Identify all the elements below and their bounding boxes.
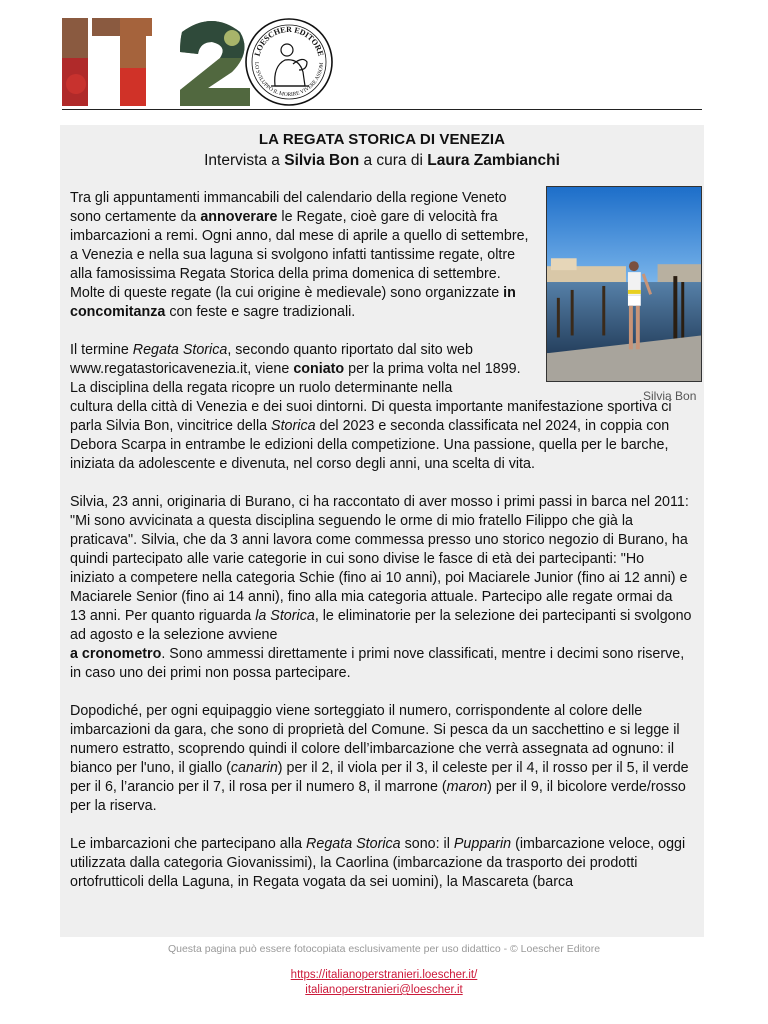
author-name: Laura Zambianchi — [427, 152, 560, 169]
copyright-note: Questa pagina può essere fotocopiata esclusivamente per uso didattico - © Loescher Editore — [167, 943, 601, 955]
article-box — [60, 125, 704, 937]
email-link[interactable]: italianoperstranieri@loescher.it — [305, 984, 463, 996]
seal-bottom-text: LO SVILUPPO IL MORIRE VIVERE ASSOM — [252, 61, 326, 99]
it2-logo — [62, 18, 252, 106]
paragraph-3: Silvia, 23 anni, originaria di Burano, ci ha raccontato di aver mosso i primi passi in barca nel 2011: "Mi sono avvicinata a questa disciplina seguendo le orme di mio fratello Filippo che già la praticava". Silvia, che da 3 anni lavora come commessa presso uno storico negozio di Burano, ha quindi partecipato alle varie categorie in cui sono divise le fasce di età dei partecipanti: "Ho iniziato a competere nella categoria Schie (fino ai 10 anni), poi Maciarele Junior (fino ai 12 anni) e Maciarele Senior (fino ai 14 anni), fino alla mia categoria attuale. Partecipo alle regate ormai da 13 anni. Per quanto riguarda la Storica, le eliminatorie per la selezione dei partecipanti si svolgono ad agosto e la selezione avviene a cronometro. Sono ammessi direttamente i primi nove classificati, mentre i decimi sono riserve, in caso uno dei primi non possa partecipare. — [70, 494, 692, 681]
paragraph-1: Tra gli appuntamenti immancabili del calendario della regione Veneto sono certamente da annoverare le Regate, cioè gare di velocità fra imbarcazioni a remi. Ogni anno, dal mese di aprile a quello di settembre, a Venezia e nella sua laguna si svolgono infatti tantissime regate, oltre alla famosissima Regata Storica della prima domenica di settembre. Molte di queste regate (la cui origine è medievale) sono organizzate in concomitanza con feste e sagre tradizionali. — [70, 190, 529, 320]
article-body — [70, 189, 692, 911]
article-subtitle: Intervista a Silvia Bon a cura di Laura Zambianchi — [204, 152, 560, 169]
page-header — [62, 14, 702, 110]
header-rule — [62, 109, 702, 110]
loescher-seal-logo — [245, 16, 333, 108]
article-title: LA REGATA STORICA DI VENEZIA — [258, 131, 506, 148]
paragraph-5: Le imbarcazioni che partecipano alla Regata Storica sono: il Pupparin (imbarcazione veloce, oggi utilizzata dalla categoria Giovanissimi), la Caorlina (imbarcazione da trasporto dei prodotti ortofrutticoli della Laguna, in Regata vogata da sei uomini), la Mascareta (barca — [70, 836, 686, 890]
interviewee-name: Silvia Bon — [284, 152, 360, 169]
paragraph-2: Il termine Regata Storica, secondo quanto riportato dal sito web www.regatastoricavenezia.it, viene coniato per la prima volta nel 1899. La disciplina della regata ricopre un ruolo determinante nella cultura della città di Venezia e dei suoi dintorni. Di questa importante manifestazione sportiva ci parla Silvia Bon, vincitrice della Storica del 2023 e seconda classificata nel 2024, in coppia con Debora Scarpa in entrambe le edizioni della competizione. Una passione, quella per le barche, iniziata da adolescente e divenuta, nel corso degli anni, una scelta di vita. — [70, 342, 672, 472]
website-link[interactable]: https://italianoperstranieri.loescher.it/ — [290, 969, 478, 981]
photo-caption: Silvia Bon — [643, 389, 697, 403]
paragraph-4: Dopodiché, per ogni equipaggio viene sorteggiato il numero, corrispondente al colore delle imbarcazioni da gara, che sono di proprietà del Comune. Si pesca da un sacchettino e si legge il numero estratto, scoprendo quindi il colore dell’imbarcazione che verrà assegnata ad ognuno: il bianco per l'uno, il giallo (canarin) per il 2, il viola per il 3, il celeste per il 4, il rosso per il 5, il verde per il 6, l’arancio per il 7, il rosa per il numero 8, il marrone (maron) per il 9, il bicolore verde/rosso per la riserva. — [70, 703, 689, 814]
seal-top-text: LOESCHER EDITORE — [252, 24, 326, 58]
